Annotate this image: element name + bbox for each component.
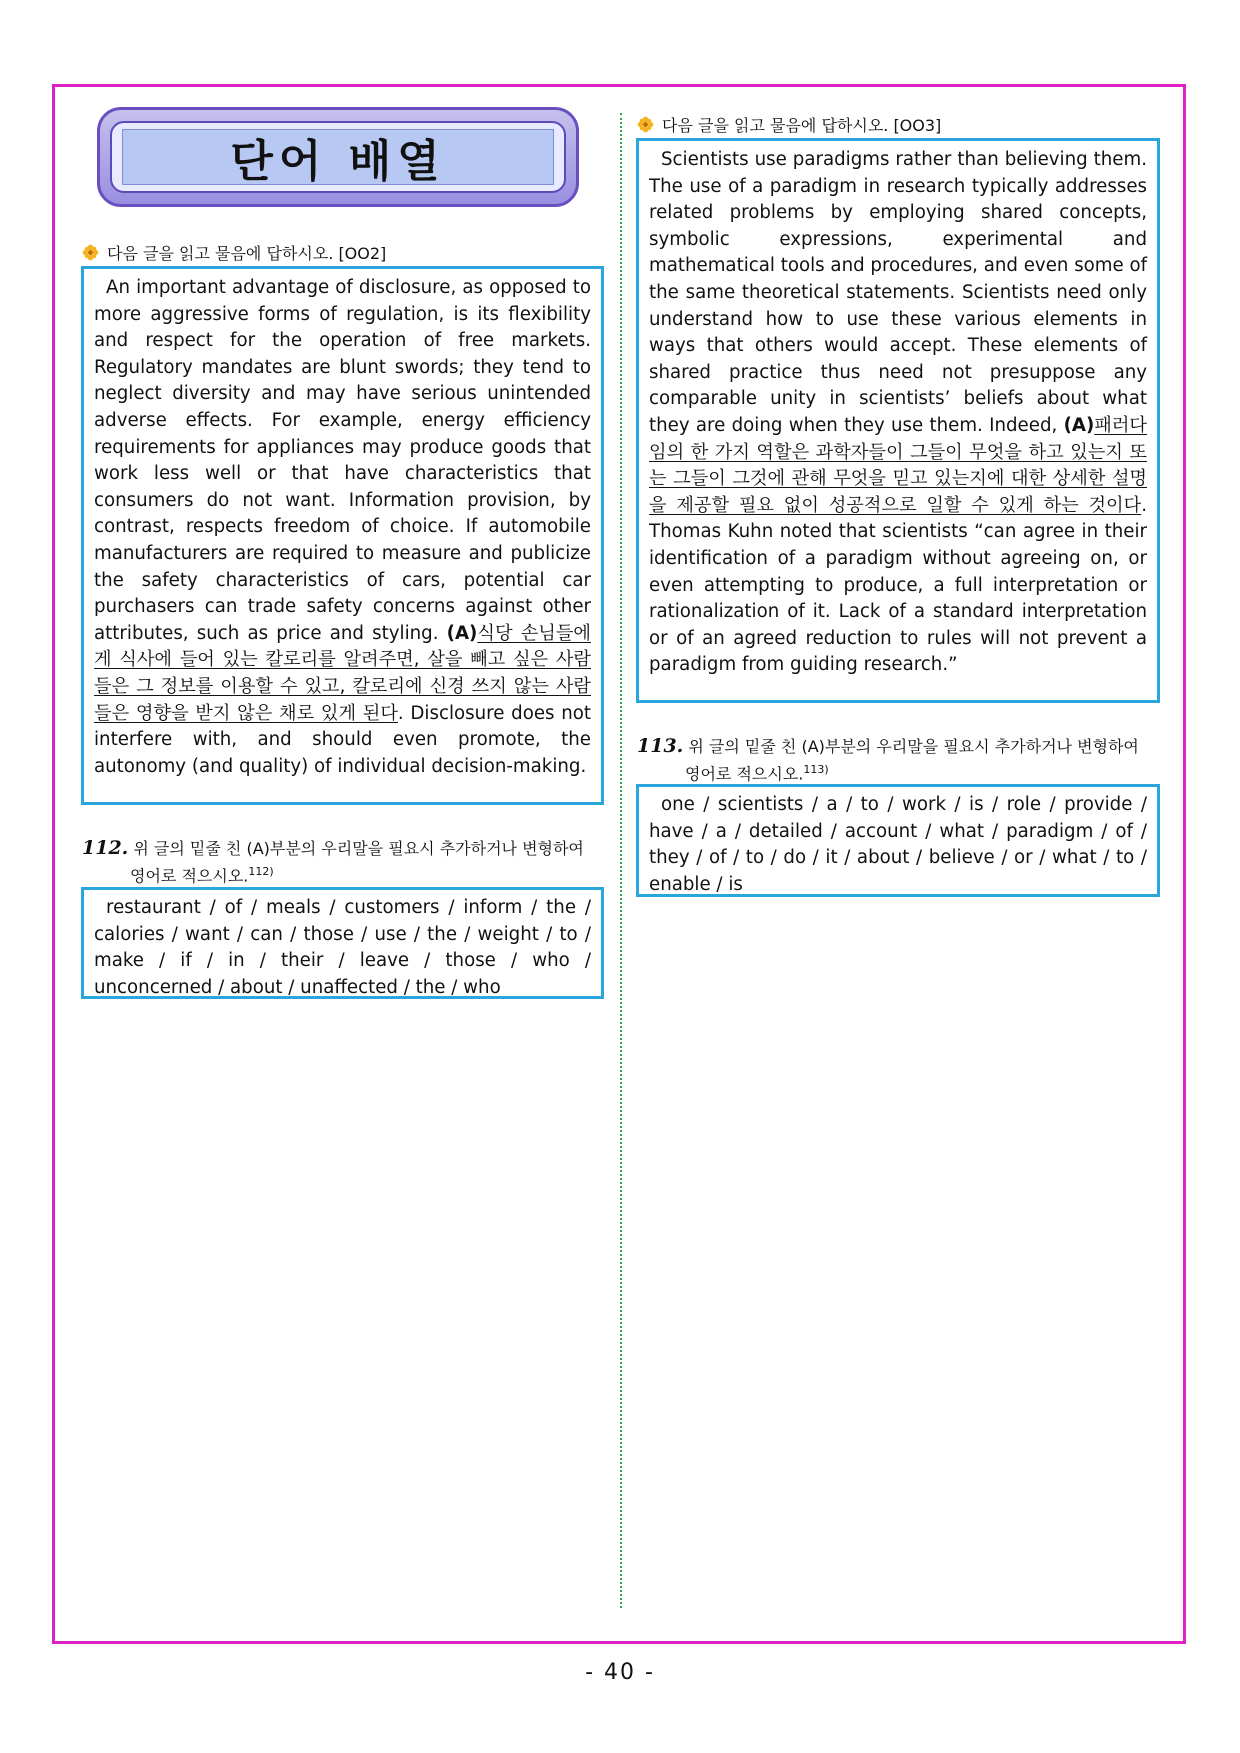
question-112-footnote: 112)	[248, 865, 274, 878]
column-divider	[620, 113, 622, 1608]
right-instruction-text: 다음 글을 읽고 물음에 답하시오. [OO3]	[662, 116, 942, 135]
page-title: 단어 배열	[230, 136, 446, 187]
left-instruction	[82, 241, 386, 264]
right-passage-box	[636, 138, 1160, 703]
flower-icon	[82, 244, 99, 261]
right-passage-underlined: 패러다임의 한 가지 역할은 과학자들이 그들이 무엇을 하고 있는지 또는 그들이 그것에 관해 무엇을 믿고 있는지에 대한 상세한 설명을 제공할 필요 없이 성공적으로 일할 수 있게 하는 것이다	[649, 414, 1147, 516]
question-112-line1: 위 글의 밑줄 친 (A)부분의 우리말을 필요시 추가하거나 변형하여	[133, 839, 584, 858]
question-113	[637, 735, 1162, 785]
right-instruction	[637, 113, 941, 136]
question-113-footnote: 113)	[803, 763, 829, 776]
right-passage-tail: . Thomas Kuhn noted that scientists “can agree in their identification of a paradigm without agreeing on, or even attempting to produce, a full interpretation or rationalization of it. Lack of a standard interpretation or of an agreed reduction to rules will not prevent a paradigm from guiding research.”	[649, 494, 1147, 676]
right-passage-text: Scientists use paradigms rather than believing them. The use of a paradigm in research typically addresses related problems by employing shared concepts, symbolic expressions, experimental and mathematical tools and procedures, and even some of the same theoretical statements. Scientists need only understand how to use these various elements in ways that others would accept. These elements of shared practice thus need not presuppose any comparable unity in scientists’ beliefs about what they are doing when they use them. Indeed,	[649, 149, 1148, 436]
question-112	[82, 837, 607, 887]
right-passage-marker: (A)	[1063, 414, 1095, 436]
question-113-line2: 영어로 적으시오.	[685, 764, 804, 784]
question-113-line1: 위 글의 밑줄 친 (A)부분의 우리말을 필요시 추가하거나 변형하여	[688, 737, 1139, 756]
left-passage-underlined: 식당 손님들에게 식사에 들어 있는 칼로리를 알려주면, 살을 빼고 싶은 사람들은 그 정보를 이용할 수 있고, 칼로리에 신경 쓰지 않는 사람들은 영향을 받지 않은 채로 있게 된다	[94, 622, 591, 724]
flower-icon	[637, 116, 654, 133]
title-plate	[122, 129, 554, 185]
question-112-line2: 영어로 적으시오.	[130, 866, 249, 886]
right-word-bank	[636, 784, 1160, 897]
question-113-number: 113.	[637, 735, 684, 757]
title-banner	[97, 107, 579, 207]
page-number: - 40 -	[585, 1660, 655, 1685]
left-word-bank	[81, 887, 604, 999]
left-passage-text: An important advantage of disclosure, as opposed to more aggressive forms of regulation, is its flexibility and respect for the operation of free markets. Regulatory mandates are blunt swords; they tend to neglect diversity and may have serious unintended adverse effects. For example, energy efficiency requirements for appliances may produce goods that work less well or that have characteristics that consumers do not want. Information provision, by contrast, respects freedom of choice. If automobile manufacturers are required to measure and publicize the safety characteristics of cars, potential car purchasers can trade safety concerns against other attributes, such as price and styling.	[94, 277, 591, 644]
title-banner-inner	[110, 121, 566, 193]
left-word-bank-text: restaurant / of / meals / customers / inform / the / calories / want / can / those / use / the / weight / to / make / if / in / their / leave / those / who / unconcerned / about / unaffected / the / who	[94, 897, 591, 998]
left-passage-tail: . Disclosure does not interfere with, and should even promote, the autonomy (and quality) of individual decision-making.	[94, 702, 591, 777]
question-112-line2-wrap	[82, 860, 607, 887]
right-passage	[649, 147, 1147, 679]
left-passage-box	[81, 266, 604, 805]
left-passage	[94, 275, 591, 780]
left-passage-marker: (A)	[446, 622, 478, 644]
left-instruction-text: 다음 글을 읽고 물음에 답하시오. [OO2]	[107, 244, 387, 263]
question-112-number: 112.	[82, 837, 129, 859]
right-word-bank-text: one / scientists / a / to / work / is / role / provide / have / a / detailed / account / what / paradigm / of / they / of / to / do / it / about / believe / or / what / to / enable / is	[649, 794, 1147, 895]
question-113-line2-wrap	[637, 758, 1162, 785]
